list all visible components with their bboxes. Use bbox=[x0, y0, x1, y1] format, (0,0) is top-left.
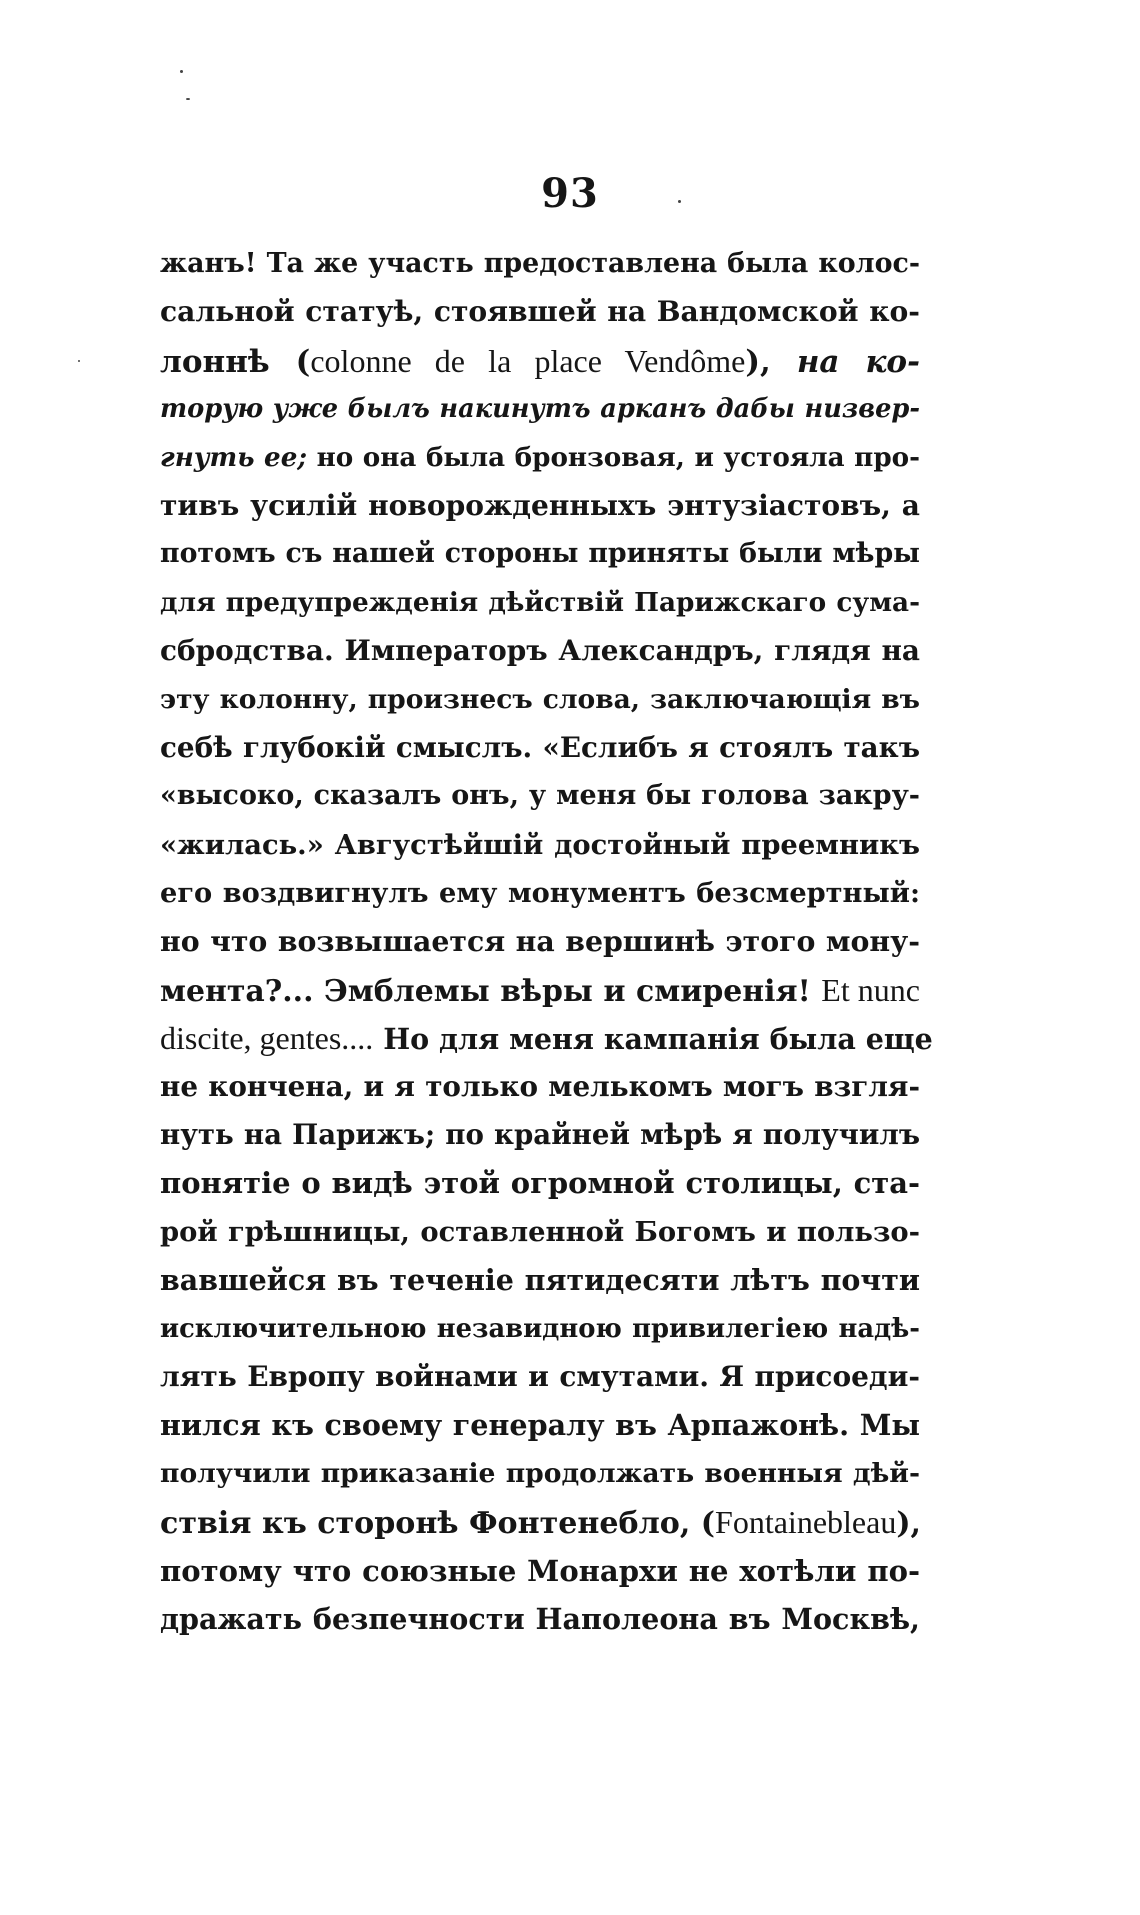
text-line bbox=[160, 1353, 920, 1401]
text-segment: его воздвигнулъ ему монументъ безсмертный: bbox=[160, 877, 920, 910]
text-line bbox=[160, 821, 920, 869]
text-line bbox=[160, 869, 920, 917]
text-segment: рой грѣшницы, оставленной Богомъ и пользо- bbox=[160, 1215, 920, 1248]
text-segment: но что возвышается на вершинѣ этого мону- bbox=[160, 924, 920, 959]
text-segment: гнуть ее; bbox=[160, 441, 308, 473]
text-segment: Fontainebleau bbox=[715, 1504, 897, 1541]
text-line bbox=[160, 1111, 920, 1159]
text-line bbox=[160, 1450, 920, 1498]
text-line bbox=[160, 676, 920, 724]
text-segment: нился къ своему генералу въ Арпажонѣ. Мы bbox=[160, 1408, 920, 1443]
text-segment: Et nunc bbox=[821, 971, 921, 1008]
text-line bbox=[160, 482, 920, 530]
text-segment: ствія къ сторонѣ Фонтенебло, ( bbox=[160, 1506, 716, 1542]
text-line bbox=[160, 434, 920, 482]
text-segment: «высоко, сказалъ онъ, у меня бы голова закру- bbox=[160, 780, 920, 812]
text-segment: нуть на Парижъ; по крайней мѣрѣ я получилъ bbox=[160, 1118, 920, 1152]
ink-speck bbox=[180, 70, 183, 73]
text-line bbox=[160, 1305, 920, 1353]
text-line bbox=[160, 288, 920, 336]
text-segment: тивъ усилій новорожденныхъ энтузіастовъ, а bbox=[160, 488, 920, 522]
text-segment: но она была бронзовая, и устояла про- bbox=[307, 441, 920, 473]
text-segment: на ко- bbox=[796, 343, 920, 380]
text-segment: получили приказаніе продолжать военныя дѣй- bbox=[160, 1457, 920, 1489]
text-line bbox=[160, 1256, 920, 1304]
text-segment: торую уже былъ накинутъ арканъ дабы низвер- bbox=[160, 394, 920, 425]
text-line bbox=[160, 1401, 920, 1449]
ink-speck bbox=[78, 360, 80, 362]
text-line bbox=[160, 966, 920, 1014]
text-segment: потому что союзные Монархи не хотѣли по- bbox=[160, 1553, 920, 1588]
text-segment: себѣ глубокій смыслъ. «Еслибъ я стоялъ такъ bbox=[160, 730, 920, 764]
text-line bbox=[160, 917, 920, 965]
text-line bbox=[160, 1159, 920, 1207]
text-line bbox=[160, 1063, 920, 1111]
text-line bbox=[160, 530, 920, 578]
text-segment: colonne de la place Vendôme bbox=[310, 342, 746, 379]
text-line bbox=[160, 240, 920, 288]
text-line bbox=[160, 1208, 920, 1256]
text-segment: дражать безпечности Наполеона въ Москвѣ, bbox=[160, 1601, 920, 1636]
text-segment: мента?... Эмблемы вѣры и смиренія! bbox=[160, 973, 822, 1009]
text-segment: эту колонну, произнесъ слова, заключающія въ bbox=[160, 683, 920, 715]
text-line bbox=[160, 579, 920, 627]
text-line bbox=[160, 337, 920, 385]
text-line bbox=[160, 724, 920, 772]
text-segment: исключительною незавидною привилегіею надѣ- bbox=[160, 1313, 920, 1344]
text-segment: ), bbox=[745, 343, 797, 380]
text-segment: «жилась.» Августѣйшій достойный преемникъ bbox=[160, 828, 920, 861]
text-line bbox=[160, 1014, 933, 1062]
text-segment: сбродства. Императоръ Александръ, глядя на bbox=[160, 634, 920, 668]
text-segment: понятіе о видѣ этой огромной столицы, ста- bbox=[160, 1166, 920, 1201]
text-segment: discite, gentes.... bbox=[160, 1020, 374, 1057]
text-line bbox=[160, 1547, 920, 1595]
page-number: 93 bbox=[541, 170, 599, 217]
text-segment: ), bbox=[896, 1506, 922, 1542]
text-line bbox=[160, 627, 920, 675]
body-text bbox=[160, 240, 933, 1643]
text-segment: сальной статуѣ, стоявшей на Вандомской ко- bbox=[160, 295, 920, 329]
text-line bbox=[160, 385, 920, 433]
text-line bbox=[160, 772, 920, 820]
text-segment: вавшейся въ теченіе пятидесяти лѣтъ почти bbox=[160, 1263, 920, 1298]
text-line bbox=[160, 1498, 920, 1546]
ink-speck bbox=[186, 98, 190, 100]
text-segment: потомъ съ нашей стороны приняты были мѣры bbox=[160, 538, 920, 570]
text-segment: лоннѣ ( bbox=[160, 343, 311, 380]
text-segment: не кончена, и я только мелькомъ могъ взгля- bbox=[160, 1069, 920, 1103]
text-segment: лять Европу войнами и смутами. Я присоеди- bbox=[160, 1359, 920, 1393]
text-segment: Но для меня кампанія была еще bbox=[373, 1022, 933, 1057]
text-segment: жанъ! Та же участь предоставлена была колос- bbox=[160, 248, 920, 279]
text-segment: для предупрежденія дѣйствій Парижскаго сума- bbox=[160, 586, 920, 618]
text-line bbox=[160, 1595, 920, 1643]
